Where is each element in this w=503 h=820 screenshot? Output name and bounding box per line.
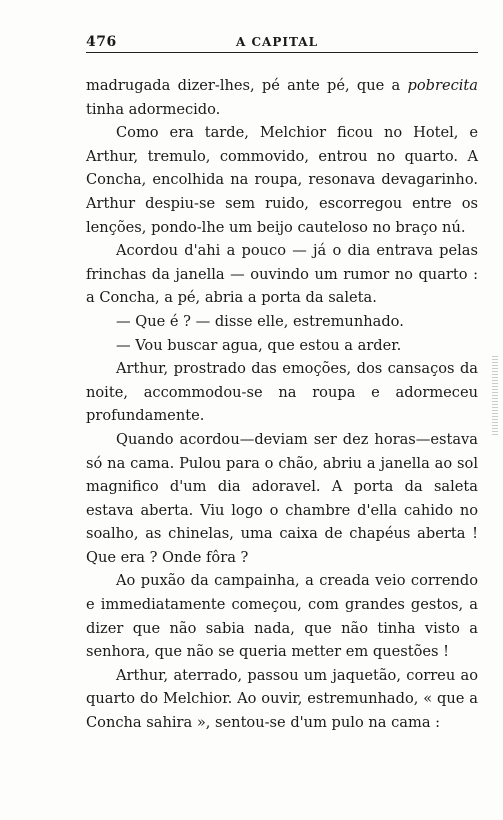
paragraph: Quando acordou—deviam ser dez horas—estava só na cama. Pulou para o chão, abriu a janella ao sol magnifico d'um dia adoravel. A porta da saleta estava aberta. Viu logo o chambre d'ella cahido no soalho, as chinelas, uma caixa de chapéus aberta ! Que era ? Onde fôra ? (86, 430, 478, 566)
page-header (86, 34, 478, 50)
page-number: 476 (86, 34, 117, 50)
italic-word: pobrecita (407, 77, 478, 94)
dialogue-line: — Que é ? — disse elle, estremunhado. (116, 312, 404, 330)
page-edge-mark (492, 356, 498, 436)
paragraph: Ao puxão da campainha, a creada veio correndo e immediatamente começou, com grandes gestos, a dizer que não sabia nada, que não tinha visto a senhora, que não se queria metter em questões ! (86, 572, 478, 661)
body-text (86, 74, 478, 735)
dialogue-line: — Vou buscar agua, que estou a arder. (116, 336, 402, 354)
paragraph: Arthur, prostrado das emoções, dos cansaços da noite, accommodou-se na roupa e adormeceu profundamente. (86, 360, 478, 425)
paragraph: Arthur, aterrado, passou um jaquetão, correu ao quarto do Melchior. Ao ouvir, estremunhado, « que a Concha sahira », sentou-se d'um pulo na cama : (86, 666, 478, 732)
paragraph: Acordou d'ahi a pouco — já o dia entrava pelas frinchas da janella — ouvindo um rumor no quarto : a Concha, a pé, abria a porta da saleta. (86, 242, 478, 307)
paragraph: Como era tarde, Melchior ficou no Hotel, e Arthur, tremulo, commovido, entrou no quarto. A Concha, encolhida na roupa, resonava devagarinho. Arthur despiu-se sem ruido, escorregou entre os lenções, pondo-lhe um beijo cauteloso no braço nú. (86, 124, 478, 236)
running-title: A CAPITAL (236, 35, 319, 49)
header-rule (86, 52, 478, 53)
paragraph: madrugada dizer-lhes, pé ante pé, que a pobrecita tinha adormecido. (86, 77, 478, 118)
